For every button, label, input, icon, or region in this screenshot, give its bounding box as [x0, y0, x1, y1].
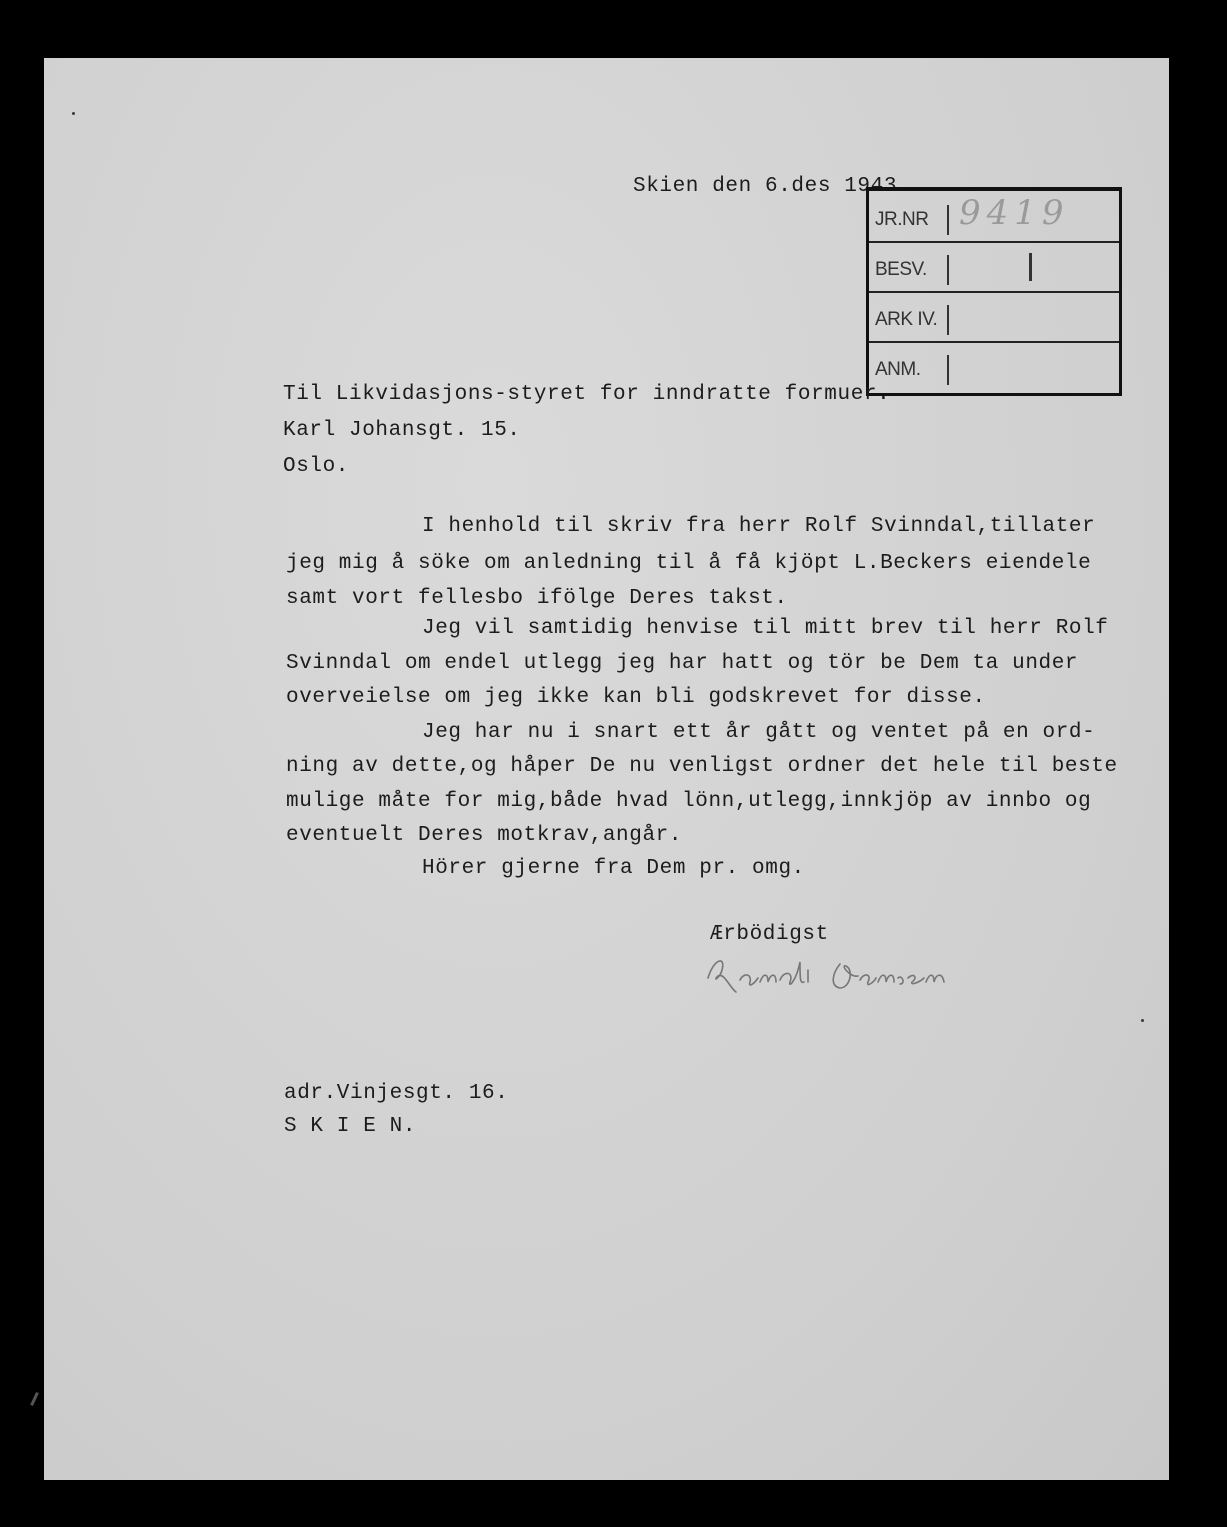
stamp-divider — [1029, 253, 1032, 281]
body-line: Jeg har nu i snart ett år gått og ventet på en ord- — [422, 721, 1096, 744]
sender-address-line: adr.Vinjesgt. 16. — [284, 1082, 509, 1105]
stamp-label: JR.NR — [875, 205, 949, 235]
body-line: overveielse om jeg ikke kan bli godskrevet for disse. — [286, 686, 986, 709]
body-line: Svinndal om endel utlegg jeg har hatt og tör be Dem ta under — [286, 652, 1079, 675]
stamp-row-besv — [869, 241, 1119, 293]
stamp-label: ARK IV. — [875, 305, 949, 335]
stamp-row-jrnr — [869, 191, 1119, 243]
recipient-line-2: Karl Johansgt. 15. — [283, 419, 521, 442]
body-line: eventuelt Deres motkrav,angår. — [286, 824, 683, 847]
body-line: mulige måte for mig,både hvad lönn,utlegg,innkjöp av innbo og — [286, 790, 1092, 813]
stamp-row-anm — [869, 341, 1119, 391]
recipient-line-1: Til Likvidasjons-styret for inndratte formuer. — [283, 383, 891, 406]
paper-speck — [1141, 1019, 1144, 1022]
body-line: samt vort fellesbo ifölge Deres takst. — [286, 587, 788, 610]
recipient-line-3: Oslo. — [283, 455, 350, 478]
handwritten-signature — [700, 948, 960, 998]
date-line: Skien den 6.des 1943. — [633, 175, 911, 198]
body-line: I henhold til skriv fra herr Rolf Svinndal,tillater — [422, 515, 1096, 538]
stamp-label: BESV. — [875, 255, 949, 285]
registration-stamp — [866, 187, 1122, 396]
body-line: Jeg vil samtidig henvise til mitt brev til herr Rolf — [422, 617, 1109, 640]
closing: Ærbödigst — [710, 923, 829, 946]
body-line: Hörer gjerne fra Dem pr. omg. — [422, 857, 805, 880]
sender-city-line: S K I E N. — [284, 1115, 417, 1138]
stamp-journal-number: 9419 — [959, 193, 1070, 233]
stamp-row-ark — [869, 291, 1119, 343]
stamp-label: ANM. — [875, 355, 949, 385]
margin-mark-bottom — [30, 1392, 39, 1406]
body-line: ning av dette,og håper De nu venligst ordner det hele til beste — [286, 755, 1118, 778]
paper-speck — [72, 112, 75, 115]
body-line: jeg mig å söke om anledning til å få kjöpt L.Beckers eiendele — [286, 552, 1092, 575]
